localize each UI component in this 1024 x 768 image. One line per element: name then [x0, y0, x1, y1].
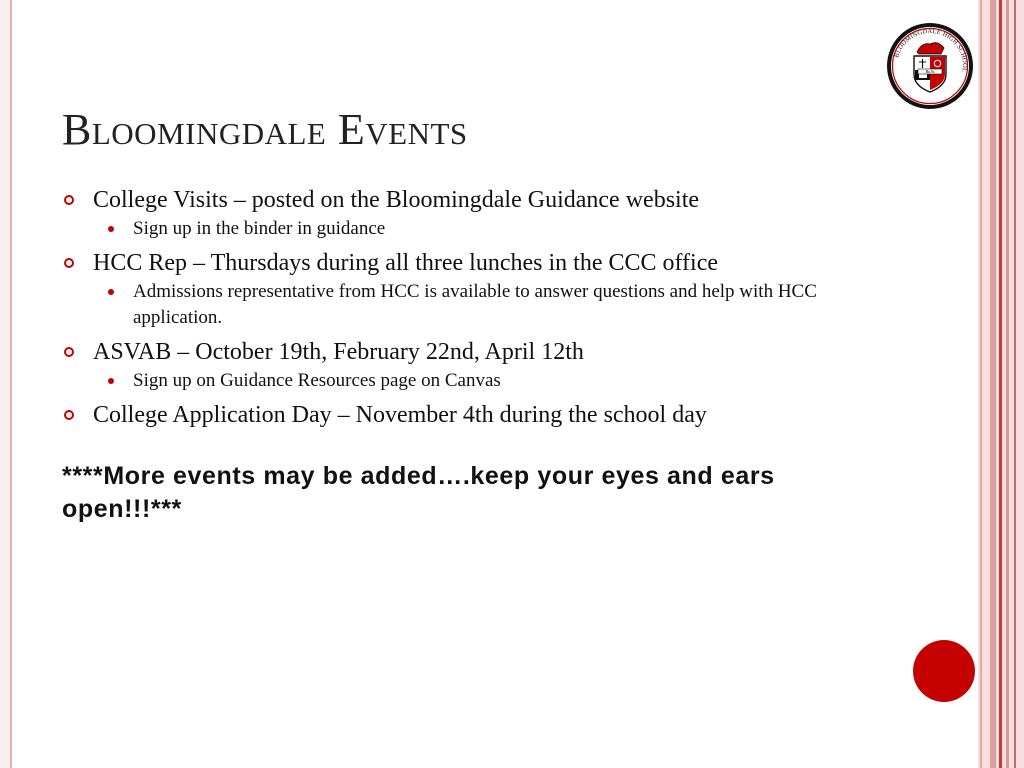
accent-circle: [913, 640, 975, 702]
bullet-ring-icon: [64, 258, 74, 268]
sub-list-item: [62, 368, 873, 394]
list-item: [62, 399, 882, 431]
school-crest-icon: [886, 22, 974, 110]
list-item: [62, 184, 882, 216]
bullet-text: HCC Rep – Thursdays during all three lunches in the CCC office: [93, 250, 719, 276]
bullet-ring-icon: [64, 347, 74, 357]
bullet-text: College Application Day – November 4th during the school day: [93, 402, 707, 428]
bullet-dot-icon: [108, 226, 114, 232]
bullet-text: College Visits – posted on the Bloomingdale Guidance website: [93, 187, 700, 213]
right-border-line: [1014, 0, 1016, 768]
bullet-ring-icon: [64, 410, 74, 420]
sub-list-item: [62, 216, 873, 242]
bullet-dot-icon: [108, 378, 114, 384]
sub-bullet-text: Sign up in the binder in guidance: [133, 218, 386, 239]
sub-bullet-text: Admissions representative from HCC is available to answer questions and help with HCC application.: [133, 281, 817, 328]
bullet-dot-icon: [108, 289, 114, 295]
logo-ring-text: BLOOMINGDALE HIGH SCHOOL: [893, 27, 969, 73]
bullet-ring-icon: [64, 195, 74, 205]
right-border-line: [980, 0, 982, 768]
left-border-line: [10, 0, 12, 768]
left-border: [0, 0, 10, 768]
logo-label: Bulls: [925, 69, 935, 74]
footer-note: ****More events may be added….keep your eyes and ears open!!!***: [62, 462, 775, 523]
sub-bullet-text: Sign up on Guidance Resources page on Canvas: [133, 370, 501, 391]
page-title: Bloomingdale Events: [62, 105, 468, 154]
list-item: [62, 247, 882, 279]
right-border-line: [999, 0, 1002, 768]
right-border-line: [1006, 0, 1009, 768]
list-item: [62, 336, 882, 368]
bullet-text: ASVAB – October 19th, February 22nd, April 12th: [93, 339, 584, 365]
bullet-list: [62, 184, 882, 431]
right-border-line: [990, 0, 996, 768]
sub-list-item: [62, 279, 873, 331]
